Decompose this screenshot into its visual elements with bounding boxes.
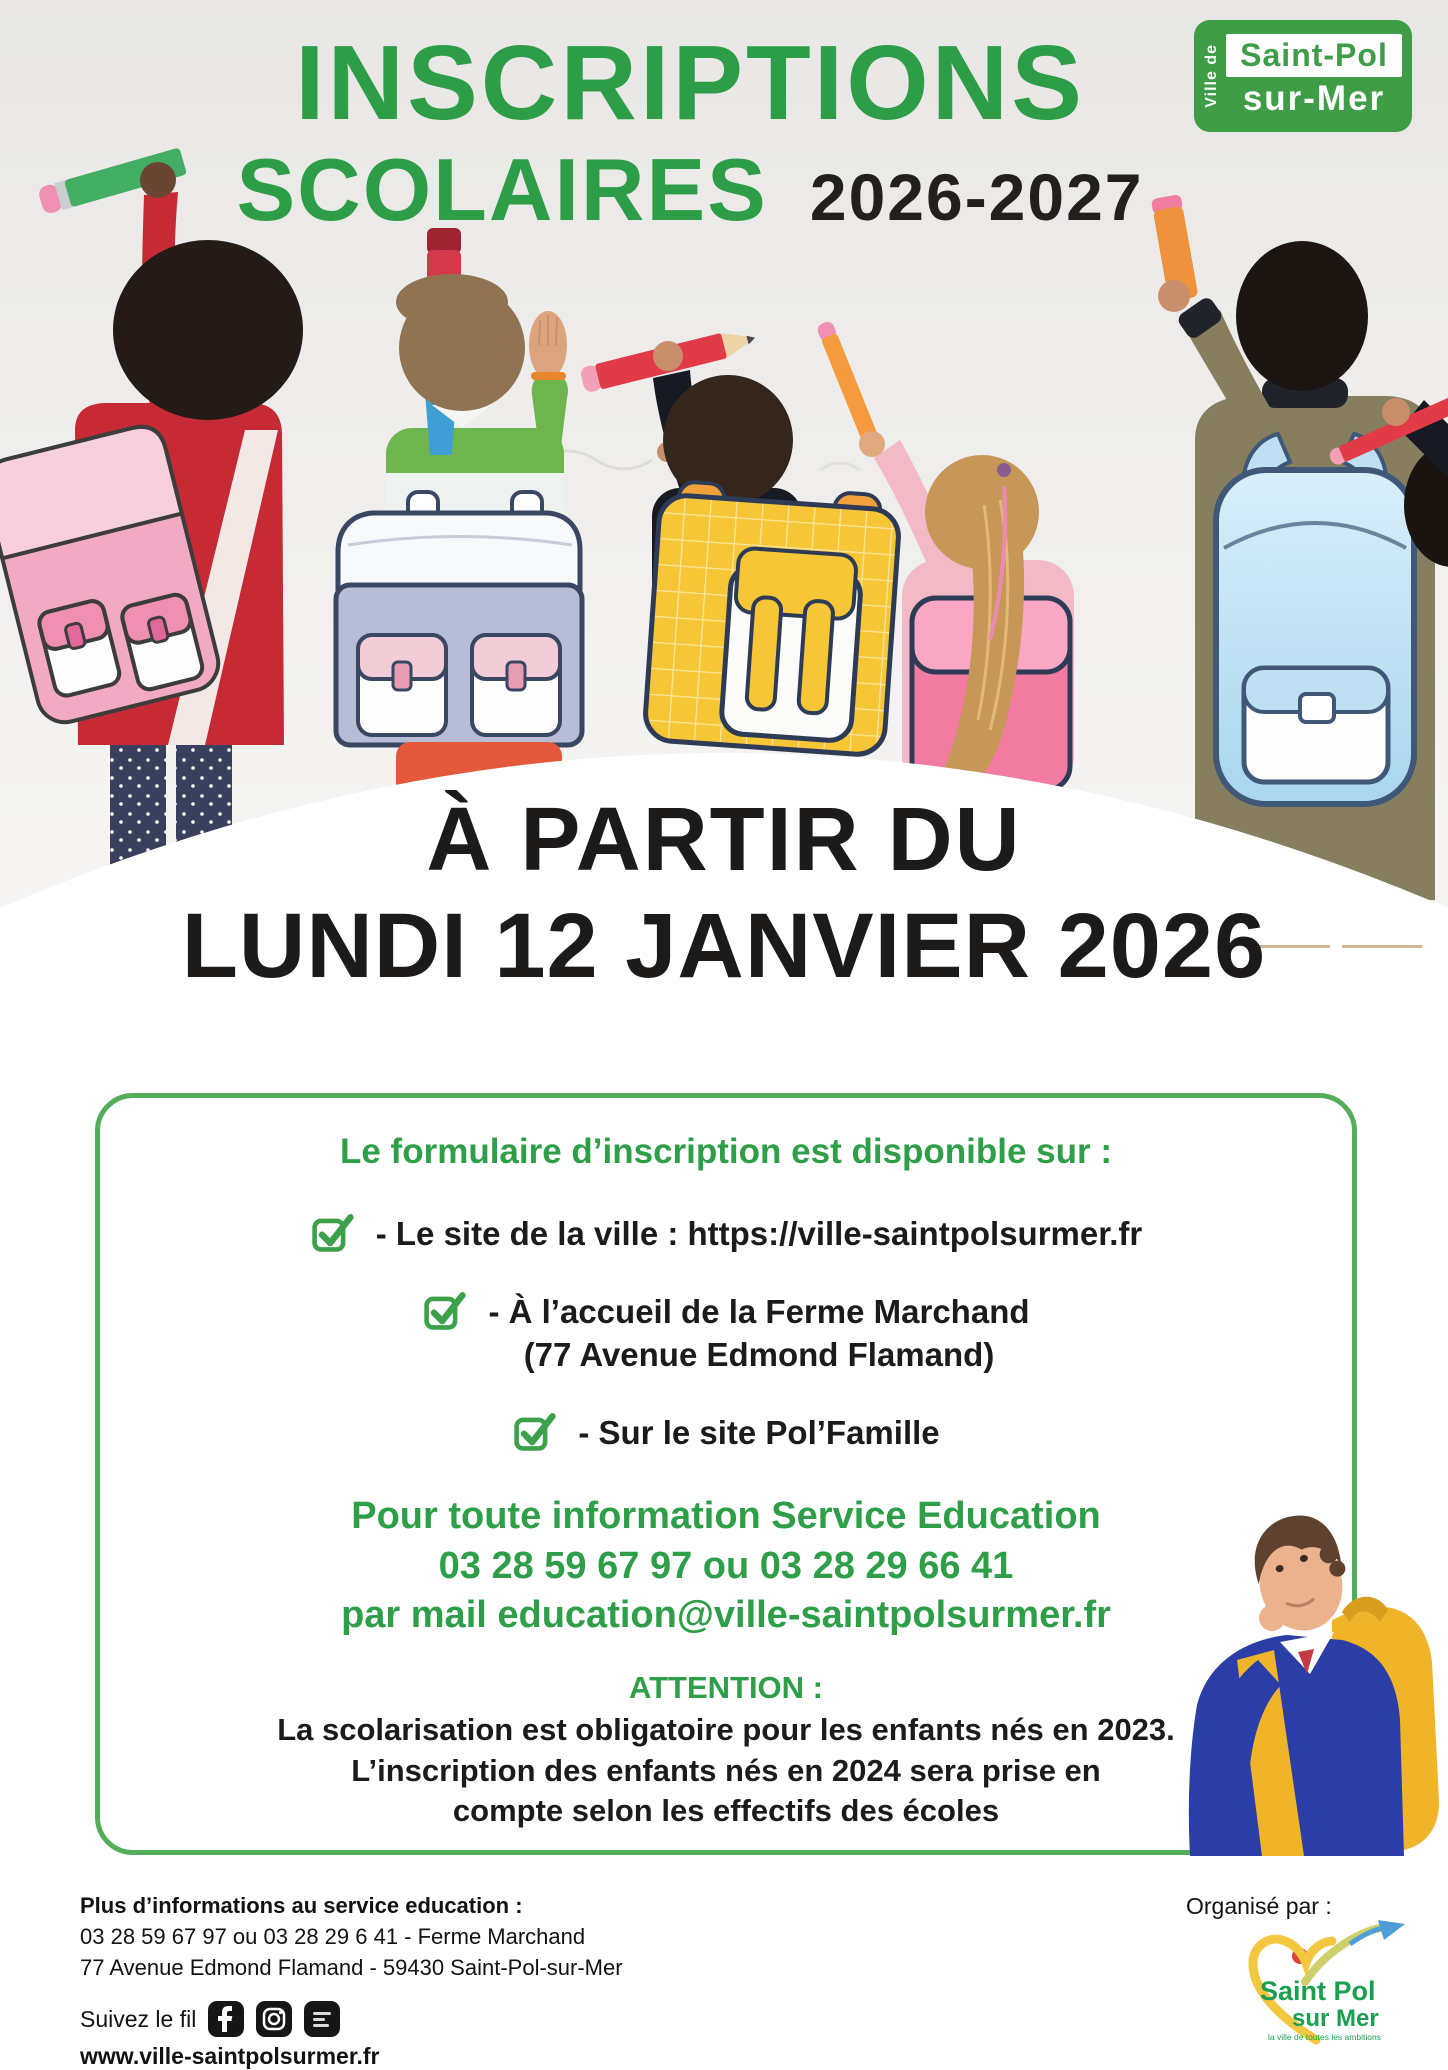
org-logo-tagline: la ville de toutes les ambitions [1268, 2032, 1381, 2042]
title-line2: SCOLAIRES [236, 140, 768, 239]
title-line1: INSCRIPTIONS [295, 24, 1085, 142]
list-item [512, 1411, 939, 1455]
footer-info [80, 1893, 623, 2070]
org-logo-name2: sur Mer [1292, 2005, 1379, 2032]
footer-info-line1: 03 28 59 67 97 ou 03 28 29 6 41 - Ferme Marchand [80, 1924, 586, 1949]
city-logo-name1: Saint-Pol [1226, 34, 1402, 77]
website-url: www.ville-saintpolsurmer.fr [80, 2043, 380, 2069]
city-logo-prefix: Ville de [1203, 44, 1220, 108]
footer-organiser [1186, 1893, 1405, 2057]
facebook-icon [208, 2001, 244, 2037]
list-item [422, 1290, 1029, 1377]
city-logo [1194, 20, 1412, 132]
blue-backpack [1216, 434, 1414, 804]
thinking-boy-photo [1182, 1500, 1448, 1856]
footer-info-line2: 77 Avenue Edmond Flamand - 59430 Saint-Pol-sur-Mer [80, 1955, 623, 1980]
org-logo-name1: Saint Pol [1260, 1976, 1376, 2006]
contact-phones: 03 28 59 67 97 ou 03 28 29 66 41 [438, 1544, 1014, 1587]
list-item-text: - Sur le site Pol’Famille [578, 1413, 940, 1451]
saint-pol-heart-logo [1230, 1920, 1405, 2052]
contact-email: par mail education@ville-saintpolsurmer.fr [341, 1593, 1111, 1636]
announcement-line1: À PARTIR DU [426, 790, 1022, 890]
organised-by-label: Organisé par : [1186, 1893, 1332, 1919]
checkbox-icon [512, 1408, 558, 1454]
info-box [95, 1093, 1357, 1855]
checkbox-icon [310, 1209, 356, 1255]
info-box-heading: Le formulaire d’inscription est disponible sur : [339, 1132, 1113, 1171]
contact-info [341, 1492, 1111, 1640]
checkbox-icon [422, 1287, 468, 1333]
footer-info-heading: Plus d’informations au service education : [80, 1893, 523, 1918]
city-logo-name2: sur-Mer [1242, 78, 1386, 118]
list-item-text: - À l’accueil de la Ferme Marchand [488, 1292, 1030, 1330]
contact-line1: Pour toute information Service Education [351, 1495, 1101, 1538]
school-years: 2026-2027 [809, 160, 1144, 234]
attention-label: ATTENTION : [628, 1670, 823, 1706]
announcement-line2: LUNDI 12 JANVIER 2026 [181, 895, 1267, 998]
list-item-text: - Le site de la ville : https://ville-saintpolsurmer.fr [375, 1215, 1143, 1252]
list-item [310, 1212, 1143, 1256]
follow-label: Suivez le fil [80, 2005, 197, 2032]
poster-title [0, 24, 1380, 239]
instagram-icon [256, 2001, 292, 2037]
announcement [0, 788, 1448, 1001]
gray-backpack [336, 492, 582, 745]
list-item-subtext: (77 Avenue Edmond Flamand) [523, 1336, 995, 1374]
attention-text: La scolarisation est obligatoire pour les enfants nés en 2023. L’inscription des enfants nés en 2024 sera prise en compte selon les effectifs des écoles [277, 1712, 1175, 1828]
app-icon [304, 2001, 340, 2037]
